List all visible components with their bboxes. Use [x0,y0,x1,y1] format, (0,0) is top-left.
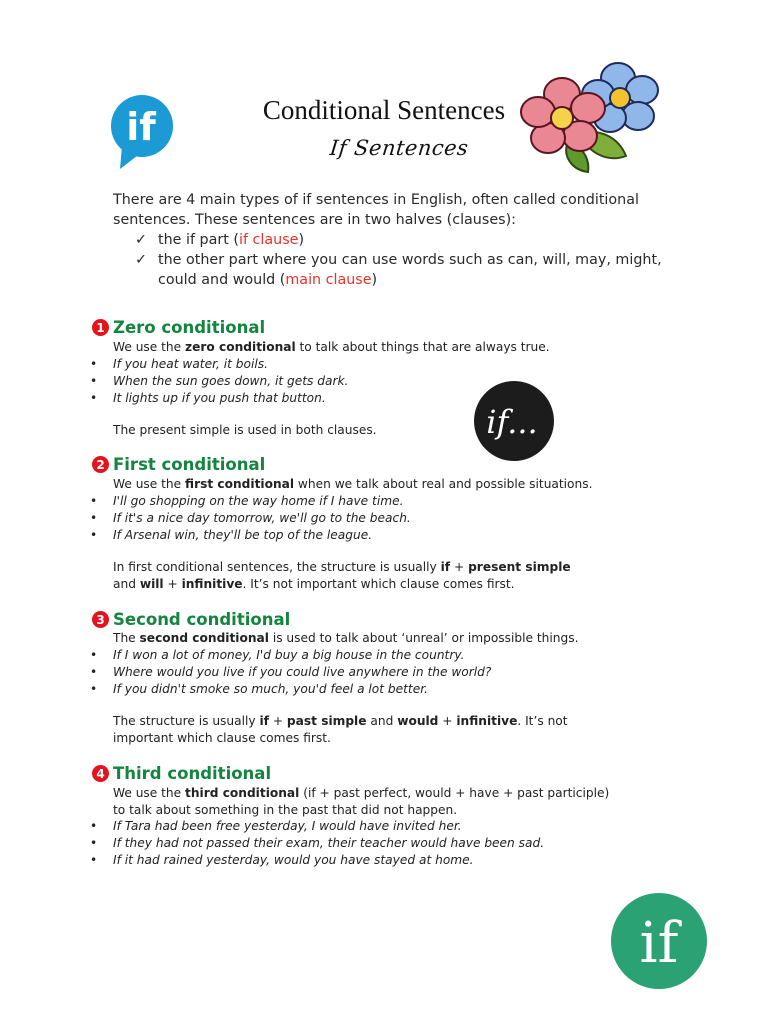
section-number-badge: 4 [92,765,109,782]
black-if-circle-illustration [472,379,556,463]
example-list [90,818,544,869]
green-if-circle-logo [610,892,708,990]
section-title: Third conditional [113,764,272,783]
flowers-illustration [518,56,660,174]
example-item: • If it's a nice day tomorrow, we'll go to the beach. [90,510,411,527]
section-lead: We use the zero conditional to talk about things that are always true. [113,340,550,354]
example-item: • If Arsenal win, they'll be top of the league. [90,527,411,544]
example-item: • If I won a lot of money, I'd buy a big house in the country. [90,647,491,664]
example-list [90,647,491,698]
main-clause-highlight: main clause [285,272,372,288]
section-first-heading [92,455,265,474]
page-title: Conditional Sentences [262,95,506,125]
example-item: • When the sun goes down, it gets dark. [90,373,348,390]
logo-text: if [126,105,156,149]
example-item: • If you didn't smoke so much, you'd feel a lot better. [90,681,491,698]
section-second-heading [92,610,290,629]
svg-text:if...: if... [486,403,538,441]
checkmark-icon: ✓ [135,232,147,248]
section-number-badge: 3 [92,611,109,628]
section-title: First conditional [113,455,266,474]
section-zero-heading [92,318,265,337]
intro-block [113,190,673,290]
intro-paragraph: There are 4 main types of if sentences in English, often called conditional sentences. These sentences are in two halves (clauses): [113,192,639,228]
example-item: • Where would you live if you could live anywhere in the world? [90,664,491,681]
checkmark-icon: ✓ [135,252,147,268]
clause-item: ✓ the other part where you can use words such as can, will, may, might, could and would (main clause) [135,252,662,288]
section-title: Second conditional [113,610,291,629]
clause-item: ✓ the if part (if clause) [135,232,305,248]
section-lead: The second conditional is used to talk about ‘unreal’ or impossible things. [113,631,579,645]
section-number-badge: 2 [92,456,109,473]
example-item: • If you heat water, it boils. [90,356,348,373]
if-clause-highlight: if clause [239,232,299,248]
section-note: The present simple is used in both clauses. [113,423,377,437]
example-list [90,493,411,544]
clause-list [113,230,673,290]
section-number-badge: 1 [92,319,109,336]
example-item: • If they had not passed their exam, their teacher would have been sad. [90,835,544,852]
example-item: • If it had rained yesterday, would you have stayed at home. [90,852,544,869]
section-note: In first conditional sentences, the structure is usually if + present simple and will + infinitive. It’s not important which clause comes first. [113,560,571,591]
section-lead: We use the third conditional (if + past perfect, would + have + past participle) to talk about something in the past that did not happen. [113,786,610,817]
example-item: • I'll go shopping on the way home if I have time. [90,493,411,510]
section-lead: We use the first conditional when we talk about real and possible situations. [113,477,593,491]
page-subtitle: If Sentences [328,136,470,160]
section-third-heading [92,764,271,783]
example-list [90,356,348,407]
example-item: • If Tara had been free yesterday, I would have invited her. [90,818,544,835]
section-note: The structure is usually if + past simple and would + infinitive. It’s not important which clause comes first. [113,714,568,745]
svg-text:if: if [639,911,679,976]
example-item: • It lights up if you push that button. [90,390,348,407]
section-title: Zero conditional [113,318,266,337]
